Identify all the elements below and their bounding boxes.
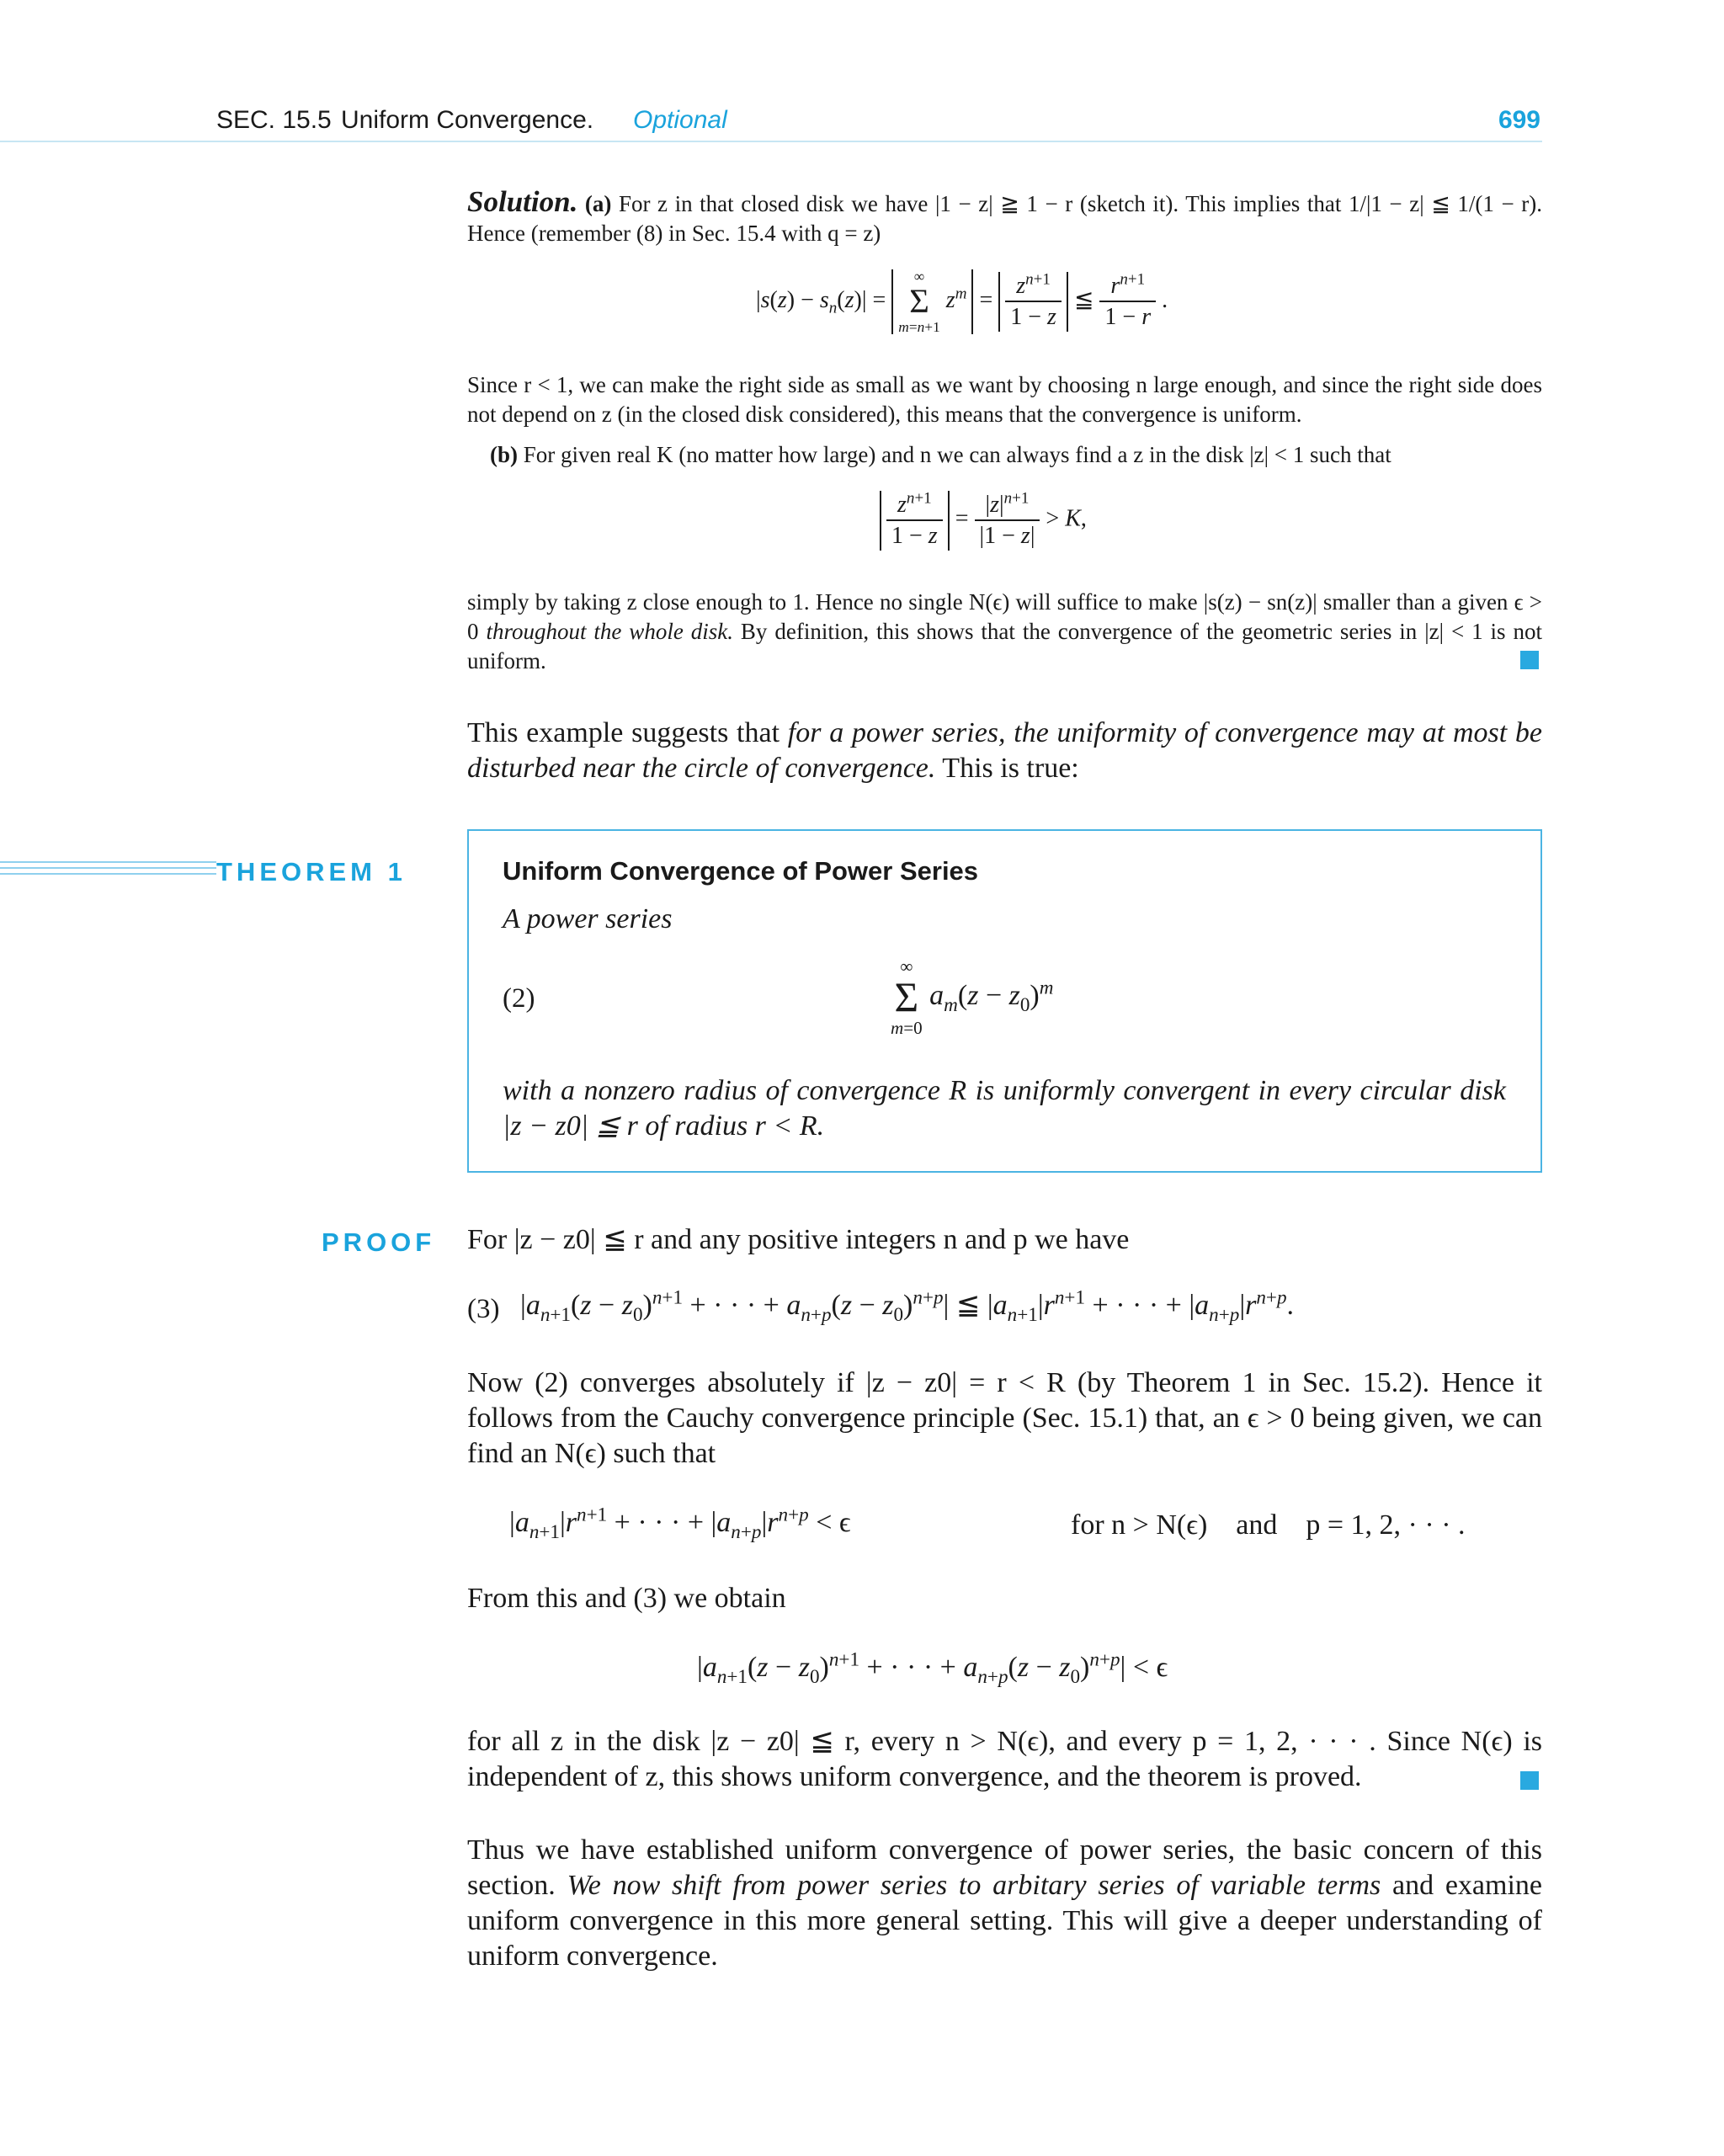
theorem-label: THEOREM 1	[216, 857, 413, 887]
proof-para-2: Now (2) converges absolutely if |z − z0| = r < R (by Theorem 1 in Sec. 15.2). Hence it follows from the Cauchy convergence principle (Sec. 15.1) that, an ϵ > 0 being given, we can find an N(ϵ) such that	[467, 1367, 1542, 1469]
closing-paragraph	[467, 1833, 1542, 1974]
equation-power-series: ∞ Σ m=0 $a_m(z - z_0)^m$	[891, 956, 1054, 1038]
proof-para-4: for all z in the disk |z − z0| ≦ r, every n > N(ϵ), and every p = 1, 2, · · · . Since N(ϵ) is independent of z, this shows uniform convergence, and the theorem is proved.	[467, 1726, 1542, 1792]
theorem-statement: with a nonzero radius of convergence R is uniformly convergent in every circular disk |z − z0| ≦ r of radius r < R.	[503, 1075, 1506, 1142]
proof-para-3: From this and (3) we obtain	[467, 1583, 786, 1614]
solution-label: Solution.	[467, 185, 578, 218]
equation-remainder-bound: $|s(z) - s_n(z)|$ = ∞ Σ m=n+1 $z^m$ = $\frac{z^{n+1}}{1 - z}$ ≦ $\frac{r^{n+1}}{1 - r}$ .	[756, 269, 1168, 335]
part-a-label: (a)	[584, 191, 612, 216]
optional-tag: Optional	[633, 106, 727, 134]
intro-paragraph	[467, 716, 1542, 786]
theorem-heading: Uniform Convergence of Power Series	[503, 856, 979, 886]
section-number: SEC. 15.5	[216, 106, 332, 134]
proof-eq3-number: (3)	[467, 1294, 500, 1324]
para-3-end: By definition, this shows that the convergence of the geometric series in |z| < 1 is not uniform.	[467, 619, 1543, 673]
equation-cauchy: $|a_{n+1}|r^{n+1}$ + · · · + $|a_{n+p}|r^{n+p} < \epsilon$	[509, 1504, 851, 1543]
closing-text-2: and examine uniform convergence in this more general setting. This will give a deeper understanding of uniform convergence.	[467, 1870, 1543, 1972]
part-a-text: For z in that closed disk we have |1 − z| ≧ 1 − r (sketch it). This implies that 1/|1 − z| ≦ 1/(1 − r). Hence (remember (8) in Sec. 15.4 with q = z)	[467, 191, 1542, 246]
solution-para-3	[467, 588, 1542, 676]
solution-part-b	[490, 440, 1542, 470]
theorem-eq-number: (2)	[503, 983, 535, 1014]
para-3-start: simply by taking z close enough to 1. Hence no single N(ϵ) will suffice to make |s(z) − sn(z)| smaller than a given ϵ > 0	[467, 589, 1542, 644]
closing-text-1: Thus we have established uniform convergence of power series, the basic concern of this section.	[467, 1834, 1542, 1901]
qed-square-solution	[1520, 651, 1539, 669]
para-3-italic: throughout the whole disk.	[486, 619, 733, 644]
header-rule	[0, 141, 1542, 142]
proof-line-1: For |z − z0| ≦ r and any positive integers n and p we have	[467, 1224, 1130, 1255]
part-b-label: (b)	[490, 442, 518, 467]
equation-uniform-bound: $|a_{n+1}(z - z_0)^{n+1}$ + · · · + $a_{n+p}(z - z_0)^{n+p}| < \epsilon$	[697, 1648, 1168, 1688]
page-number: 699	[1498, 106, 1540, 134]
section-title: Uniform Convergence.	[341, 106, 594, 134]
cauchy-condition: for n > N(ϵ) and p = 1, 2, · · · .	[1071, 1509, 1466, 1541]
part-b-text: For given real K (no matter how large) and n we can always find a z in the disk |z| < 1 such that	[523, 442, 1391, 467]
intro-italic: for a power series, the uniformity of convergence may at most be disturbed near the circle of convergence.	[467, 717, 1543, 784]
equation-greater-than-k: $\frac{z^{n+1}}{1 - z}$ = $\frac{|z|^{n+1}}{|1 - z|}$ > K,	[880, 491, 1087, 551]
solution-para-2: Since r < 1, we can make the right side as small as we want by choosing n large enough, and since the right side does not depend on z (in the closed disk considered), this means that the convergence is uniform.	[467, 372, 1542, 427]
intro-text-2: This is true:	[942, 753, 1079, 784]
equation-3: $|a_{n+1}(z - z_0)^{n+1}$ + · · · + $a_{n+p}(z - z_0)^{n+p}|$ ≦ $|a_{n+1}|r^{n+1}$ + · · · + $|a_{n+p}|r^{n+p}$.	[520, 1286, 1295, 1326]
theorem-line-1: A power series	[503, 903, 673, 934]
intro-text-1: This example suggests that	[467, 717, 780, 748]
proof-label: PROOF	[322, 1227, 436, 1257]
closing-italic: We now shift from power series to arbitary series of variable terms	[567, 1870, 1381, 1901]
solution-part-a	[467, 187, 1542, 248]
qed-square-proof	[1520, 1771, 1539, 1790]
